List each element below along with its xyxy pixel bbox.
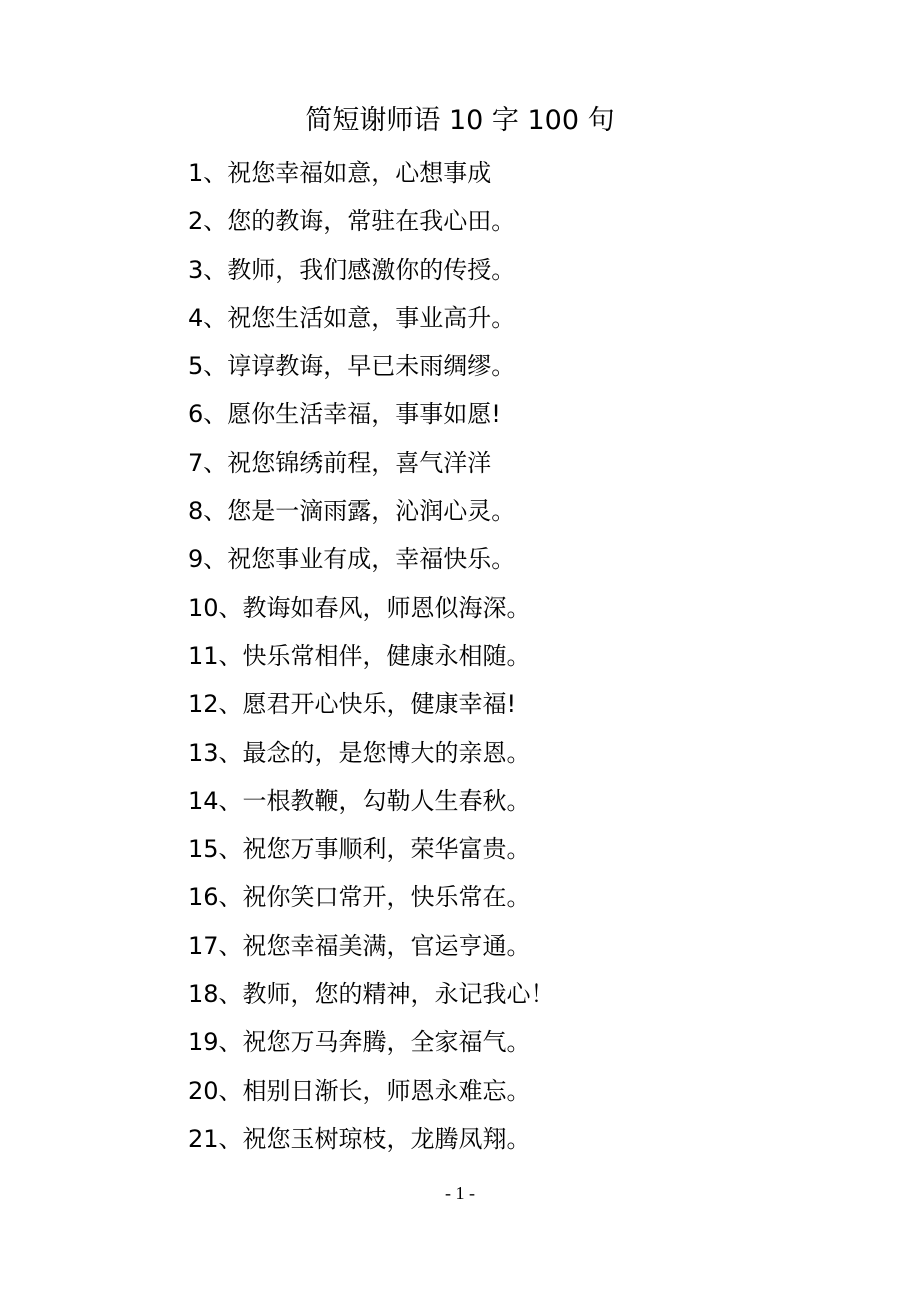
line-item: 15、祝您万事顺利，荣华富贵。 — [188, 835, 531, 864]
line-item: 18、教师，您的精神，永记我心！ — [188, 980, 555, 1009]
line-item: 19、祝您万马奔腾，全家福气。 — [188, 1028, 531, 1057]
line-item: 8、您是一滴雨露，沁润心灵。 — [188, 497, 516, 526]
line-item: 12、愿君开心快乐，健康幸福! — [188, 690, 517, 719]
line-item: 11、快乐常相伴，健康永相随。 — [188, 641, 531, 670]
line-item: 14、一根教鞭，勾勒人生春秋。 — [188, 786, 531, 815]
line-item: 1、祝您幸福如意，心想事成 — [188, 159, 492, 187]
line-item: 10、教诲如春风，师恩似海深。 — [188, 593, 531, 622]
line-item: 5、谆谆教诲，早已未雨绸缪。 — [188, 352, 516, 381]
line-item: 7、祝您锦绣前程，喜气洋洋 — [188, 448, 492, 477]
line-item: 2、您的教诲，常驻在我心田。 — [188, 207, 516, 236]
line-list — [188, 155, 555, 1169]
line-item: 4、祝您生活如意，事业高升。 — [188, 303, 516, 332]
line-item: 9、祝您事业有成，幸福快乐。 — [188, 545, 516, 574]
line-item: 16、祝你笑口常开，快乐常在。 — [188, 883, 531, 912]
line-item: 17、祝您幸福美满，官运亨通。 — [188, 931, 531, 960]
line-item: 13、最念的，是您博大的亲恩。 — [188, 738, 531, 767]
line-item: 20、相别日渐长，师恩永难忘。 — [188, 1076, 531, 1105]
line-item: 3、教师，我们感激你的传授。 — [188, 255, 516, 284]
document-title: 简短谢师语 10 字 100 句 — [305, 105, 615, 136]
page-number: - 1 - — [445, 1183, 475, 1203]
line-item: 21、祝您玉树琼枝，龙腾凤翔。 — [188, 1124, 531, 1153]
line-item: 6、愿你生活幸福，事事如愿! — [188, 400, 501, 429]
